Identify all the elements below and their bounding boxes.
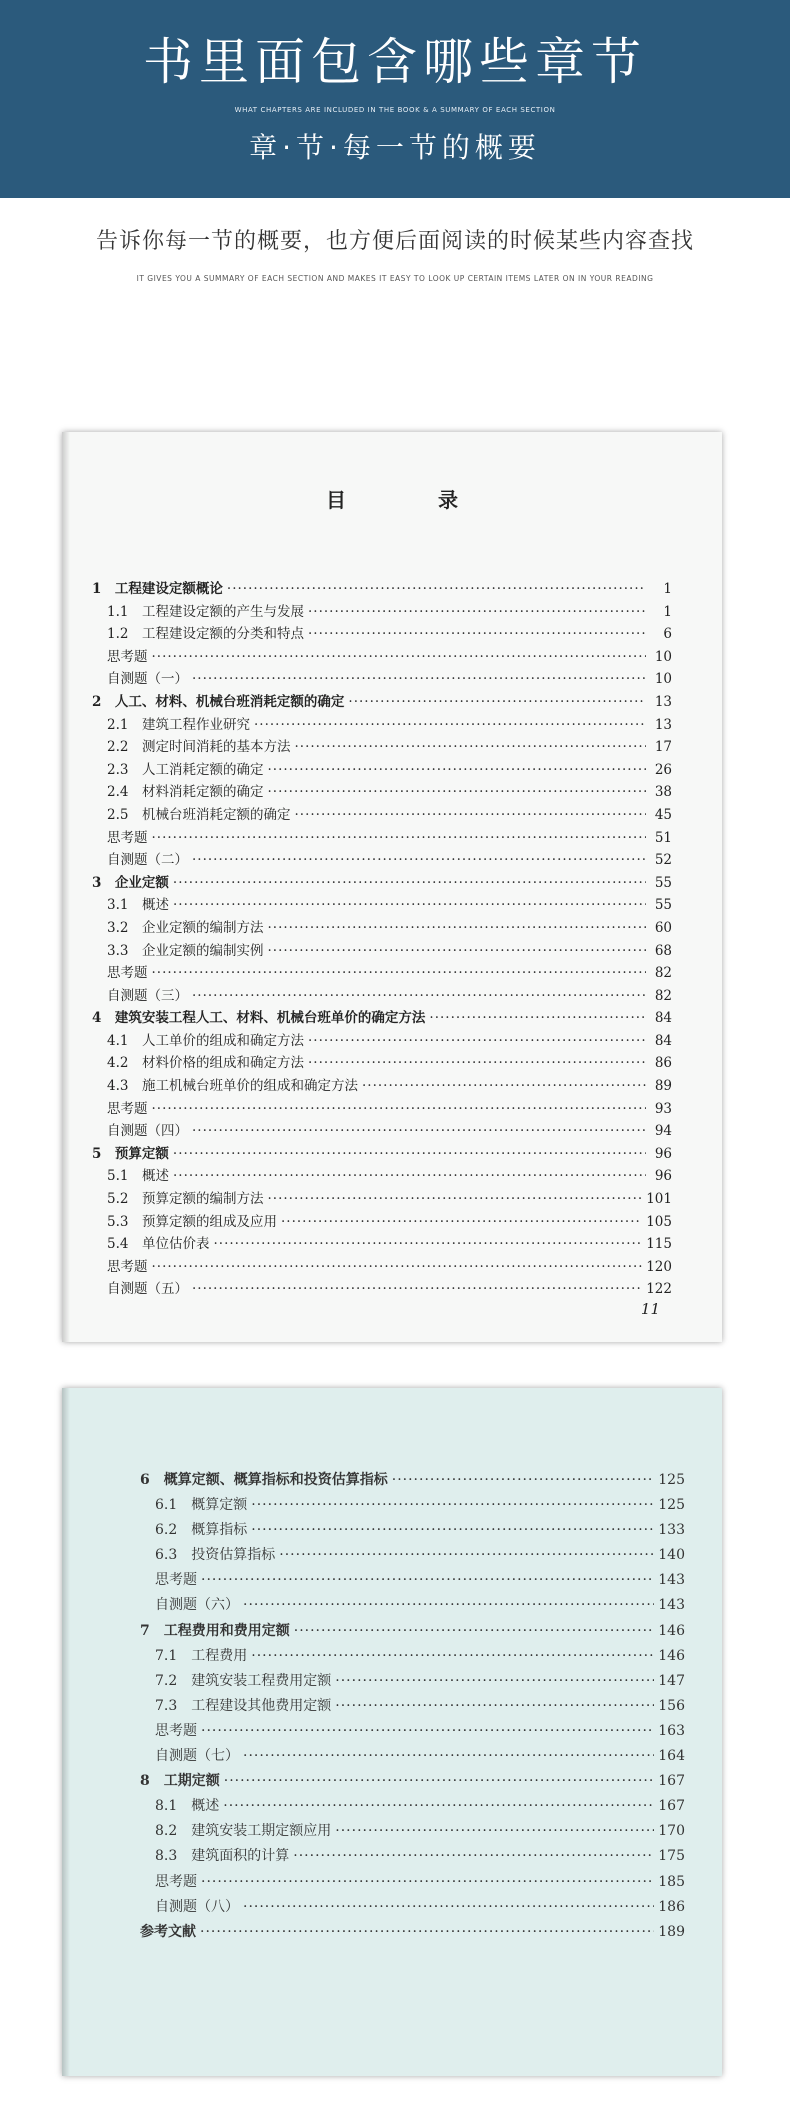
toc-entry — [140, 1518, 685, 1543]
toc-entry-label: 6.3 投资估算指标 — [155, 1547, 276, 1564]
intro-text: 告诉你每一节的概要，也方便后面阅读的时候某些内容查找 — [95, 229, 694, 254]
toc-entry — [92, 1211, 672, 1234]
toc-entry — [92, 578, 672, 601]
toc-entry-label: 5 预算定额 — [92, 1145, 169, 1162]
toc-leader-dots — [335, 1669, 654, 1694]
toc-entry — [140, 1493, 685, 1518]
toc-entry-label: 8.1 概述 — [155, 1798, 220, 1815]
toc-entry-page: 96 — [654, 1168, 672, 1185]
toc-entry-page: 84 — [654, 1032, 672, 1049]
toc-entry — [92, 1075, 672, 1098]
toc-entry — [92, 894, 672, 917]
toc-entry — [140, 1619, 685, 1644]
toc-entry-label: 思考题 — [155, 1873, 197, 1890]
toc-leader-dots — [254, 714, 646, 737]
toc-entry — [92, 646, 672, 669]
toc-entry-page: 185 — [658, 1873, 685, 1890]
toc-leader-dots — [152, 827, 647, 850]
toc-entry-page: 13 — [654, 716, 672, 733]
toc-entry-label: 思考题 — [107, 829, 148, 846]
toc-entry — [92, 962, 672, 985]
toc-entry — [140, 1895, 685, 1920]
toc-entry — [92, 849, 672, 872]
toc-entry-page: 101 — [646, 1191, 672, 1208]
toc-entry-label: 自测题（三） — [107, 987, 188, 1004]
toc-entry — [92, 691, 672, 714]
toc-leader-dots — [308, 1052, 646, 1075]
toc-entry-label: 思考题 — [107, 1258, 148, 1275]
toc-entry-page: 105 — [646, 1213, 672, 1230]
toc-entry-label: 自测题（一） — [107, 671, 188, 688]
toc-entry-label: 2.2 测定时间消耗的基本方法 — [107, 739, 291, 756]
toc-entry — [92, 781, 672, 804]
toc-entry-page: 38 — [654, 784, 672, 801]
toc-entry-label: 7.2 建筑安装工程费用定额 — [155, 1672, 332, 1689]
toc-page-1 — [62, 432, 722, 1342]
toc-leader-dots — [192, 1120, 646, 1143]
toc-entry-page: 156 — [658, 1697, 685, 1714]
toc-leader-dots — [294, 736, 646, 759]
toc-entry — [92, 736, 672, 759]
toc-entry — [140, 1669, 685, 1694]
toc-entry — [140, 1744, 685, 1769]
toc-entry — [92, 1188, 672, 1211]
toc-leader-dots — [335, 1694, 654, 1719]
toc-leader-dots — [362, 1075, 646, 1098]
toc-entry — [140, 1694, 685, 1719]
toc-entry-label: 自测题（六） — [155, 1597, 239, 1614]
toc-leader-dots — [267, 940, 646, 963]
toc-entry — [140, 1870, 685, 1895]
toc-entry-page: 51 — [654, 829, 672, 846]
toc-entry-page: 45 — [654, 806, 672, 823]
toc-entry — [92, 1030, 672, 1053]
toc-entry-page: 143 — [658, 1597, 685, 1614]
toc-leader-dots — [267, 1188, 642, 1211]
toc-leader-dots — [335, 1819, 654, 1844]
toc-entry — [140, 1543, 685, 1568]
toc-entry-page: 93 — [654, 1100, 672, 1117]
toc-leader-dots — [348, 691, 646, 714]
header-banner — [0, 0, 790, 198]
toc-entry-label: 5.2 预算定额的编制方法 — [107, 1191, 264, 1208]
toc-entry-page: 186 — [658, 1898, 685, 1915]
toc-entry — [92, 759, 672, 782]
toc-entry-page: 120 — [646, 1258, 672, 1275]
toc-entry — [140, 1769, 685, 1794]
toc-entry-label: 4.2 材料价格的组成和确定方法 — [107, 1055, 304, 1072]
toc-leader-dots — [201, 1719, 654, 1744]
toc-entry-label: 7.3 工程建设其他费用定额 — [155, 1697, 332, 1714]
toc-entry-page: 84 — [654, 1010, 672, 1027]
banner-subtitle-cn: 章·节·每一节的概要 — [249, 131, 541, 164]
toc-entry-label: 思考题 — [155, 1572, 197, 1589]
toc-leader-dots — [152, 962, 647, 985]
toc-entry — [140, 1844, 685, 1869]
toc-entry — [92, 1120, 672, 1143]
toc-entry-label: 思考题 — [107, 965, 148, 982]
toc-entry-label: 6.2 概算指标 — [155, 1522, 248, 1539]
toc-entry-label: 8.3 建筑面积的计算 — [155, 1848, 290, 1865]
toc-leader-dots — [213, 1233, 642, 1256]
banner-subtitle-en: WHAT CHAPTERS ARE INCLUDED IN THE BOOK & A SUMMARY OF EACH SECTION — [234, 106, 556, 114]
toc-leader-dots — [227, 578, 646, 601]
toc-leader-dots — [192, 985, 646, 1008]
toc-entry-page: 125 — [658, 1472, 685, 1488]
toc-entry-label: 1 工程建设定额概论 — [92, 581, 223, 597]
toc-entry-page: 55 — [654, 874, 672, 891]
toc-entry-page: 68 — [654, 942, 672, 959]
toc-entry — [140, 1719, 685, 1744]
toc-entry-label: 3 企业定额 — [92, 874, 169, 891]
toc-entry-label: 自测题（八） — [155, 1898, 239, 1915]
toc-entry — [92, 940, 672, 963]
toc-entry-label: 2 人工、材料、机械台班消耗定额的确定 — [92, 693, 345, 710]
toc-entry-label: 自测题（五） — [107, 1281, 188, 1298]
toc-leader-dots — [152, 1098, 647, 1121]
toc-leader-dots — [192, 668, 646, 691]
toc-entry-page: 146 — [658, 1622, 685, 1639]
toc-leader-dots — [251, 1644, 654, 1669]
toc-leader-dots — [152, 1256, 643, 1279]
toc-entry — [140, 1593, 685, 1618]
toc-entry-page: 13 — [654, 693, 672, 710]
toc-entry-page: 147 — [658, 1672, 685, 1689]
toc-leader-dots — [279, 1543, 654, 1568]
toc-entry-label: 4.3 施工机械台班单价的组成和确定方法 — [107, 1078, 358, 1095]
toc-entry-page: 140 — [658, 1547, 685, 1564]
toc-entry-page: 82 — [654, 965, 672, 982]
toc-leader-dots — [294, 1619, 655, 1644]
toc-leader-dots — [173, 1165, 646, 1188]
toc-entry-page: 1 — [663, 603, 672, 620]
toc-entry — [140, 1468, 685, 1493]
toc-entry — [92, 804, 672, 827]
toc-entry-page: 17 — [654, 739, 672, 756]
toc-entry-page: 143 — [658, 1572, 685, 1589]
toc-entry-page: 122 — [646, 1281, 672, 1298]
toc-entry-page: 55 — [654, 897, 672, 914]
toc-entry-label: 5.3 预算定额的组成及应用 — [107, 1213, 277, 1230]
page-title: 目 录 — [326, 488, 494, 512]
toc-leader-dots — [192, 1278, 642, 1301]
toc-list — [140, 1468, 685, 1945]
toc-leader-dots — [201, 1870, 654, 1895]
toc-entry-label: 自测题（四） — [107, 1123, 188, 1140]
toc-leader-dots — [173, 872, 646, 895]
toc-leader-dots — [192, 849, 646, 872]
toc-entry — [92, 601, 672, 624]
toc-entry — [92, 985, 672, 1008]
toc-entry — [92, 917, 672, 940]
toc-entry-page: 60 — [654, 919, 672, 936]
toc-entry — [92, 827, 672, 850]
toc-entry-label: 4 建筑安装工程人工、材料、机械台班单价的确定方法 — [92, 1010, 426, 1027]
toc-entry-label: 2.4 材料消耗定额的确定 — [107, 784, 264, 801]
toc-leader-dots — [243, 1895, 654, 1920]
toc-entry-label: 7.1 工程费用 — [155, 1647, 248, 1664]
toc-leader-dots — [308, 601, 646, 624]
toc-entry — [92, 1278, 672, 1301]
toc-entry — [140, 1794, 685, 1819]
toc-leader-dots — [281, 1211, 642, 1234]
toc-entry-label: 6 概算定额、概算指标和投资估算指标 — [140, 1472, 388, 1488]
toc-leader-dots — [152, 646, 647, 669]
toc-entry — [92, 1052, 672, 1075]
toc-entry-page: 26 — [654, 761, 672, 778]
toc-entry-label: 1.2 工程建设定额的分类和特点 — [107, 626, 304, 643]
toc-entry-page: 189 — [658, 1923, 685, 1940]
toc-entry-page: 115 — [646, 1236, 672, 1253]
toc-entry-label: 2.3 人工消耗定额的确定 — [107, 761, 264, 778]
toc-entry-label: 7 工程费用和费用定额 — [140, 1622, 290, 1639]
toc-entry — [140, 1819, 685, 1844]
toc-entry-page: 82 — [654, 987, 672, 1004]
toc-entry-page: 170 — [658, 1823, 685, 1840]
toc-entry-page: 94 — [654, 1123, 672, 1140]
toc-entry — [92, 1007, 672, 1030]
toc-entry-label: 3.1 概述 — [107, 897, 169, 914]
toc-entry-label: 思考题 — [107, 648, 148, 665]
toc-entry-page: 175 — [658, 1848, 685, 1865]
intro-text-en: IT GIVES YOU A SUMMARY OF EACH SECTION AND MAKES IT EASY TO LOOK UP CERTAIN ITEMS LATER ON IN YOUR READING — [136, 274, 654, 283]
toc-leader-dots — [267, 781, 646, 804]
toc-entry-label: 思考题 — [155, 1722, 197, 1739]
toc-leader-dots — [429, 1007, 646, 1030]
toc-leader-dots — [308, 1030, 646, 1053]
toc-entry-label: 2.1 建筑工程作业研究 — [107, 716, 250, 733]
toc-entry-label: 3.3 企业定额的编制实例 — [107, 942, 264, 959]
toc-entry-page: 10 — [654, 671, 672, 688]
toc-entry-page: 86 — [654, 1055, 672, 1072]
toc-entry-page: 167 — [658, 1798, 685, 1815]
toc-leader-dots — [251, 1518, 654, 1543]
toc-entry-label: 8.2 建筑安装工期定额应用 — [155, 1823, 332, 1840]
toc-entry — [140, 1644, 685, 1669]
toc-leader-dots — [392, 1468, 655, 1493]
toc-entry — [92, 1098, 672, 1121]
toc-leader-dots — [267, 917, 646, 940]
toc-entry-page: 164 — [658, 1748, 685, 1765]
toc-entry-page: 89 — [654, 1078, 672, 1095]
toc-entry-page: 125 — [658, 1497, 685, 1514]
toc-leader-dots — [201, 1568, 654, 1593]
toc-leader-dots — [224, 1769, 655, 1794]
toc-leader-dots — [294, 804, 646, 827]
toc-entry-page: 1 — [663, 581, 672, 597]
toc-list — [92, 578, 672, 1301]
toc-entry-label: 参考文献 — [140, 1923, 196, 1940]
toc-entry-page: 167 — [658, 1773, 685, 1790]
toc-page-2 — [62, 1388, 722, 2076]
toc-entry-label: 1.1 工程建设定额的产生与发展 — [107, 603, 304, 620]
toc-leader-dots — [267, 759, 646, 782]
toc-entry-page: 133 — [658, 1522, 685, 1539]
toc-entry-page: 146 — [658, 1647, 685, 1664]
banner-title: 书里面包含哪些章节 — [143, 33, 647, 91]
toc-leader-dots — [173, 1143, 646, 1166]
toc-leader-dots — [200, 1920, 654, 1945]
toc-entry — [92, 1256, 672, 1279]
toc-entry-label: 6.1 概算定额 — [155, 1497, 248, 1514]
toc-entry — [92, 1233, 672, 1256]
toc-entry — [92, 1143, 672, 1166]
toc-leader-dots — [173, 894, 646, 917]
toc-entry-label: 5.1 概述 — [107, 1168, 169, 1185]
toc-entry-label: 8 工期定额 — [140, 1773, 220, 1790]
toc-entry-label: 思考题 — [107, 1100, 148, 1117]
toc-entry-page: 163 — [658, 1722, 685, 1739]
toc-entry-page: 10 — [654, 648, 672, 665]
toc-entry — [92, 714, 672, 737]
toc-entry — [140, 1920, 685, 1945]
toc-entry-label: 4.1 人工单价的组成和确定方法 — [107, 1032, 304, 1049]
toc-entry — [140, 1568, 685, 1593]
toc-leader-dots — [293, 1844, 654, 1869]
toc-leader-dots — [308, 623, 646, 646]
toc-entry — [92, 872, 672, 895]
toc-entry-page: 52 — [654, 852, 672, 869]
toc-entry-page: 96 — [654, 1145, 672, 1162]
toc-entry-label: 自测题（二） — [107, 852, 188, 869]
toc-entry-page: 6 — [663, 626, 672, 643]
toc-leader-dots — [251, 1493, 654, 1518]
toc-entry-label: 自测题（七） — [155, 1748, 239, 1765]
toc-leader-dots — [223, 1794, 654, 1819]
toc-entry-label: 5.4 单位估价表 — [107, 1236, 210, 1253]
toc-entry — [92, 668, 672, 691]
toc-entry-label: 3.2 企业定额的编制方法 — [107, 919, 264, 936]
toc-leader-dots — [243, 1593, 654, 1618]
toc-entry — [92, 623, 672, 646]
toc-leader-dots — [243, 1744, 654, 1769]
toc-entry — [92, 1165, 672, 1188]
toc-entry-label: 2.5 机械台班消耗定额的确定 — [107, 806, 291, 823]
page-number: 11 — [640, 1300, 660, 1318]
